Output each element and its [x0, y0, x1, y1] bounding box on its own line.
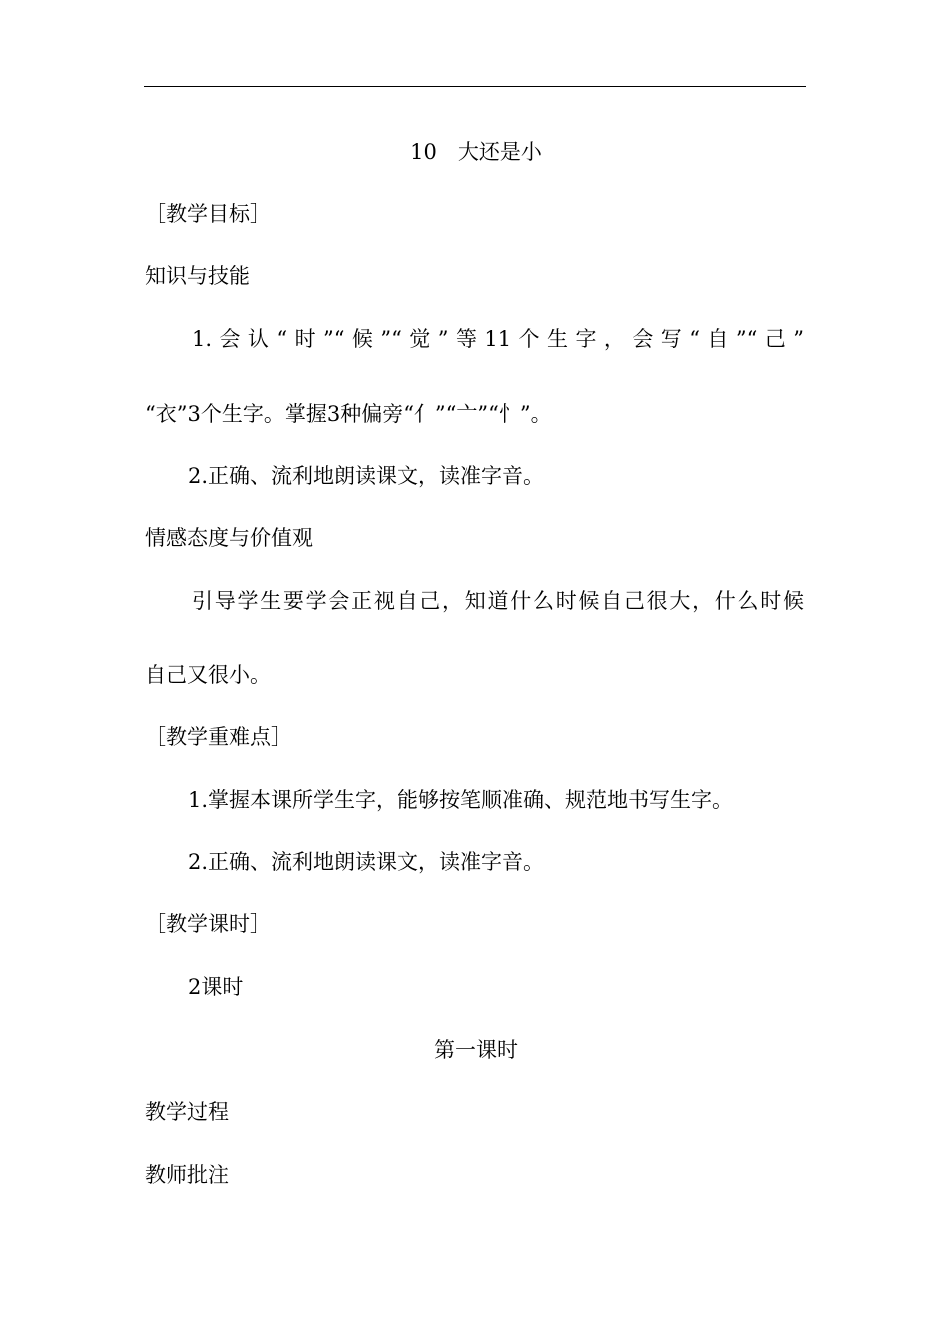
emotion-line-2: 自己又很小。 — [145, 663, 271, 687]
goal-1-line-2: “衣”3个生字。掌握3种偏旁“亻”“亠”“忄”。 — [145, 402, 552, 426]
period-title: 第一课时 — [434, 1038, 518, 1062]
emotion-line-1: 引导学生要学会正视自己，知道什么时候自己很大，什么时候 — [192, 589, 804, 613]
goal-2: 2.正确、流利地朗读课文，读准字音。 — [188, 464, 545, 488]
section-teaching-goals: ［教学目标］ — [145, 202, 271, 226]
key-point-1: 1.掌握本课所学生字，能够按笔顺准确、规范地书写生字。 — [188, 788, 734, 812]
lesson-title: 10 大还是小 — [410, 140, 542, 164]
key-point-2: 2.正确、流利地朗读课文，读准字音。 — [188, 850, 545, 874]
section-teaching-hours: ［教学课时］ — [145, 912, 271, 936]
teacher-notes-heading: 教师批注 — [145, 1163, 229, 1187]
subheading-emotion-values: 情感态度与价值观 — [145, 526, 313, 550]
section-key-points: ［教学重难点］ — [145, 725, 292, 749]
teaching-hours-value: 2课时 — [188, 975, 244, 999]
header-rule — [144, 86, 806, 87]
goal-1-line-1: 1.会认“时”“候”“觉”等11个生字，会写“自”“己” — [192, 327, 804, 351]
subheading-knowledge-skills: 知识与技能 — [145, 264, 250, 288]
teaching-process-heading: 教学过程 — [145, 1100, 229, 1124]
